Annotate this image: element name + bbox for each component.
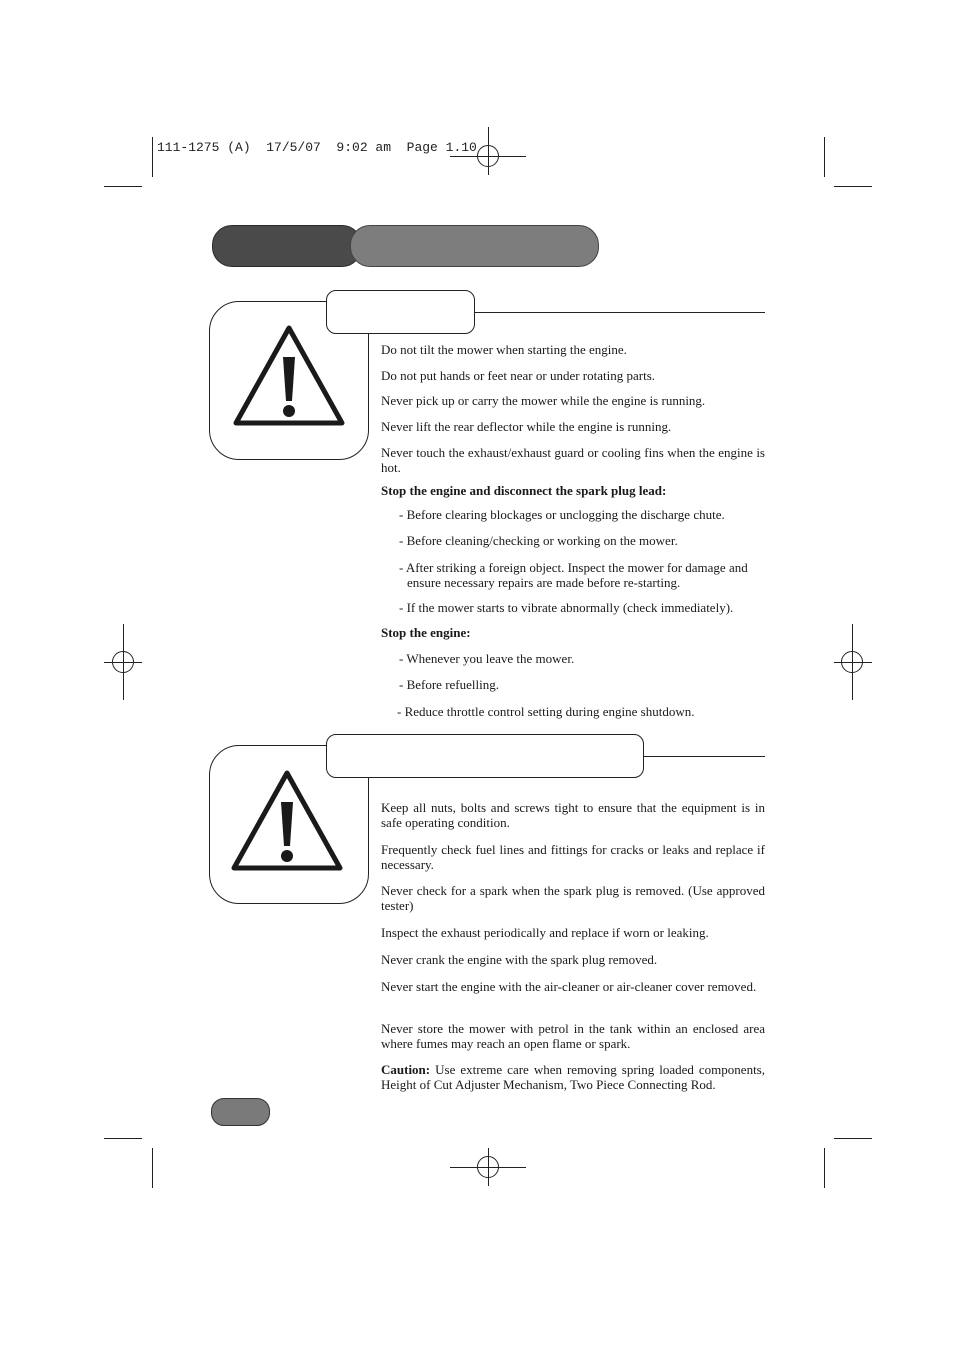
list-item: Do not put hands or feet near or under rotating parts. xyxy=(381,368,656,383)
list-item: Never store the mower with petrol in the tank within an enclosed area where fumes may reach an open flame or spark. xyxy=(381,1021,765,1051)
list-item: Do not tilt the mower when starting the engine. xyxy=(381,342,627,357)
crop-mark xyxy=(152,137,153,177)
header-tab-grey xyxy=(350,225,599,267)
section-tab-1 xyxy=(326,290,475,334)
crop-mark xyxy=(824,137,825,177)
list-item: - Before clearing blockages or unclogging the discharge chute. xyxy=(399,507,725,522)
list-item: Never touch the exhaust/exhaust guard or cooling fins when the engine is hot. xyxy=(381,445,765,475)
warning-triangle-icon xyxy=(230,768,344,872)
list-item: Never start the engine with the air-cleaner or air-cleaner cover removed. xyxy=(381,979,757,994)
crop-mark xyxy=(104,186,142,187)
page-number-tab xyxy=(211,1098,270,1126)
header-tab-dark xyxy=(212,225,362,267)
list-item: - Before cleaning/checking or working on the mower. xyxy=(399,533,678,548)
list-item: Never lift the rear deflector while the engine is running. xyxy=(381,419,672,434)
list-item: Inspect the exhaust periodically and replace if worn or leaking. xyxy=(381,925,709,940)
crop-mark xyxy=(104,1138,142,1139)
list-item: Never crank the engine with the spark plug removed. xyxy=(381,952,658,967)
section-rule-1 xyxy=(474,312,765,313)
list-item: - Before refuelling. xyxy=(399,677,499,692)
crop-mark xyxy=(152,1148,153,1188)
section-tab-2 xyxy=(326,734,644,778)
list-item: - Whenever you leave the mower. xyxy=(399,651,575,666)
list-item: - After striking a foreign object. Inspect the mower for damage and ensure necessary repairs are made before re-starting. xyxy=(399,560,748,590)
subheading: Stop the engine: xyxy=(381,625,471,640)
list-item: Never check for a spark when the spark plug is removed. (Use approved tester) xyxy=(381,883,765,913)
section-rule-2 xyxy=(643,756,765,757)
crop-mark xyxy=(834,186,872,187)
print-slug: 111-1275 (A) 17/5/07 9:02 am Page 1.10 xyxy=(157,140,477,155)
crop-mark xyxy=(824,1148,825,1188)
caution-label: Caution: xyxy=(381,1062,431,1077)
caution-paragraph xyxy=(381,1063,765,1092)
list-item: Never pick up or carry the mower while the engine is running. xyxy=(381,393,706,408)
list-item: Frequently check fuel lines and fittings for cracks or leaks and replace if necessary. xyxy=(381,842,765,872)
caution-text: Use extreme care when removing spring loaded components, Height of Cut Adjuster Mechanism, Two Piece Connecting Rod. xyxy=(381,1062,765,1092)
warning-triangle-icon xyxy=(232,323,346,427)
list-item: Keep all nuts, bolts and screws tight to ensure that the equipment is in safe operating condition. xyxy=(381,800,765,830)
subheading: Stop the engine and disconnect the spark plug lead: xyxy=(381,483,667,498)
list-item: - If the mower starts to vibrate abnormally (check immediately). xyxy=(399,600,734,615)
crop-mark xyxy=(834,1138,872,1139)
list-item: - Reduce throttle control setting during engine shutdown. xyxy=(397,704,695,719)
